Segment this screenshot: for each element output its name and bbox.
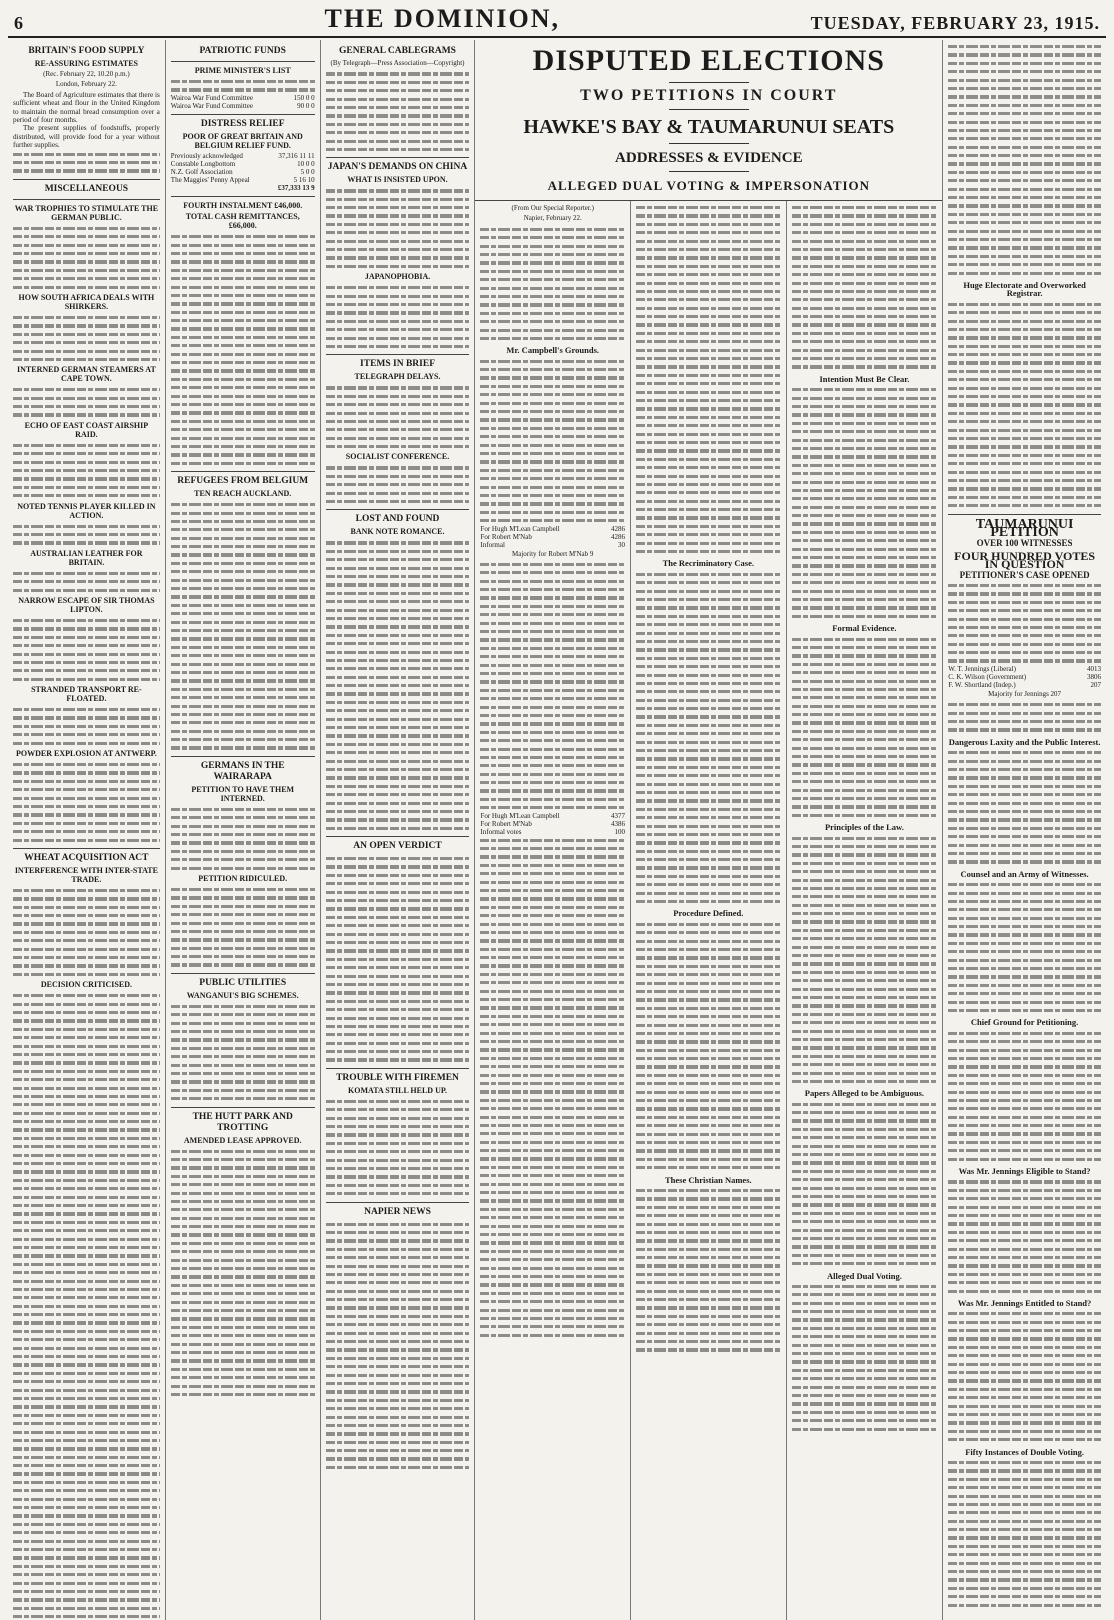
table-row	[171, 152, 315, 160]
fund-table	[171, 94, 315, 110]
vote-row	[480, 812, 625, 820]
subheadline: DECISION CRITICISED.	[40, 980, 132, 990]
fund-name: N.Z. Golf Association	[170, 167, 233, 176]
majority: Majority for Jennings 207	[988, 689, 1062, 698]
section-heading: These Christian Names.	[664, 1174, 752, 1185]
headline: DISTRESS RELIEF	[200, 118, 285, 129]
vote-row	[948, 681, 1101, 689]
table-row	[171, 102, 315, 110]
fund-amount: 37,316 11 11	[278, 151, 315, 160]
section-heading: Dangerous Laxity and the Public Interest.	[948, 736, 1101, 747]
subheadline: WAR TROPHIES TO STIMULATE THE GERMAN PUBLIC.	[14, 203, 159, 222]
column-4	[475, 201, 631, 1620]
fund-amount: 90 0 0	[297, 101, 315, 110]
newspaper-title: THE DOMINION,	[324, 4, 561, 33]
section-heading: Chief Ground for Petitioning.	[970, 1017, 1079, 1028]
headline: BRITAIN'S FOOD SUPPLY	[28, 46, 145, 56]
headline: THE HUTT PARK AND TROTTING	[192, 1111, 293, 1133]
subheadline: JAPANOPHOBIA.	[364, 272, 431, 282]
fund-total: £37,333 13 9	[277, 183, 315, 192]
vote-row	[480, 828, 625, 836]
fund-name: The Maggies' Penny Appeal	[170, 175, 250, 184]
column-7	[943, 40, 1106, 1620]
subheadline: KOMATA STILL HELD UP.	[348, 1085, 448, 1095]
dateline: Napier, February 22.	[523, 214, 582, 223]
section-heading: The Recriminatory Case.	[662, 558, 754, 569]
column-1	[8, 40, 166, 1620]
fund-amount: 150 0 0	[293, 93, 315, 102]
headline: AN OPEN VERDICT	[353, 841, 442, 852]
headline-deck: HAWKE'S BAY & TAUMARUNUI SEATS	[523, 116, 895, 138]
subheadline: NOTED TENNIS PLAYER KILLED IN ACTION.	[17, 501, 156, 520]
subheadline: AMENDED LEASE APPROVED.	[183, 1135, 302, 1145]
columns	[8, 40, 1106, 1620]
column-6	[787, 201, 943, 1620]
vote-count: 4377	[611, 811, 626, 820]
subheadline: TOTAL CASH REMITTANCES, £66,000.	[185, 212, 300, 231]
subheadline: STRANDED TRANSPORT RE-FLOATED.	[31, 685, 142, 704]
table-row	[171, 176, 315, 184]
dateline: London, February 22.	[55, 80, 117, 89]
subheadline: FOUR HUNDRED VOTES IN QUESTION	[954, 548, 1096, 572]
fund-name: Previously acknowledged	[170, 151, 243, 160]
headline: TAUMARUNUI PETITION	[975, 516, 1074, 540]
section-heading: Papers Alleged to be Ambiguous.	[804, 1088, 925, 1099]
subheadline: TELEGRAPH DELAYS.	[354, 372, 441, 382]
issue-date: TUESDAY, FEBRUARY 23, 1915.	[810, 13, 1100, 33]
fund-amount: 10 0 0	[297, 159, 315, 168]
candidate: C. K. Wilson (Government)	[948, 672, 1027, 681]
section-heading: Fifty Instances of Double Voting.	[965, 1446, 1084, 1457]
vote-count: 4013	[1087, 664, 1101, 673]
candidate: For Hugh M'Lean Campbell	[480, 524, 560, 533]
fund-amount: 5 16 10	[293, 175, 315, 184]
subheadline: FOURTH INSTALMENT £46,000.	[183, 201, 303, 211]
byline: (From Our Special Reporter.)	[511, 204, 594, 212]
headline-deck: ALLEGED DUAL VOTING & IMPERSONATION	[547, 178, 871, 193]
candidate: Informal votes	[480, 827, 522, 836]
vote-count: 100	[614, 827, 626, 836]
fund-name: Wairoa War Fund Committee	[170, 101, 253, 110]
subheadline: SOCIALIST CONFERENCE.	[345, 452, 450, 462]
vote-count: 207	[1090, 680, 1101, 689]
subheadline: WANGANUI'S BIG SCHEMES.	[186, 990, 299, 1000]
headline: NAPIER NEWS	[364, 1206, 431, 1217]
candidate: For Hugh M'Lean Campbell	[480, 811, 560, 820]
subheadline: PRIME MINISTER'S LIST	[194, 66, 291, 75]
table-row	[171, 160, 315, 168]
vote-row	[480, 525, 625, 533]
subheadline: ECHO OF EAST COAST AIRSHIP RAID.	[24, 420, 149, 439]
vote-count: 4286	[611, 524, 626, 533]
headline: REFUGEES FROM BELGIUM	[177, 476, 309, 487]
subheadline: OVER 100 WITNESSES	[976, 538, 1073, 549]
dateline: (Rec. February 22, 10.20 p.m.)	[43, 70, 130, 78]
headline: LOST AND FOUND	[355, 514, 440, 525]
candidate: For Robert M'Nab	[480, 819, 532, 828]
byline: (By Telegraph—Press Association—Copyright)	[330, 59, 465, 67]
section-heading: Alleged Dual Voting.	[826, 1270, 902, 1281]
section-heading: Procedure Defined.	[673, 908, 744, 919]
candidate: W. T. Jennings (Liberal)	[948, 664, 1016, 673]
masthead	[8, 4, 1106, 38]
subheadline: INTERNED GERMAN STEAMERS AT CAPE TOWN.	[17, 365, 156, 384]
majority: Majority for Robert M'Nab 9	[512, 549, 594, 558]
headline: JAPAN'S DEMANDS ON CHINA	[327, 162, 468, 173]
table-row	[171, 168, 315, 176]
subheadline: PETITION TO HAVE THEM INTERNED.	[191, 784, 295, 803]
headline: PUBLIC UTILITIES	[199, 977, 287, 988]
section-heading: Intention Must Be Clear.	[819, 373, 910, 384]
fund-table	[171, 152, 315, 184]
candidate: For Robert M'Nab	[480, 532, 532, 541]
subheadline: HOW SOUTH AFRICA DEALS WITH SHIRKERS.	[18, 292, 155, 311]
disputed-elections-article	[475, 40, 943, 1620]
column-2	[166, 40, 321, 1620]
subheadline: INTERFERENCE WITH INTER-STATE TRADE.	[14, 865, 158, 884]
vote-count: 4286	[611, 532, 626, 541]
table-row	[171, 94, 315, 102]
page-number: 6	[14, 13, 23, 33]
vote-row	[948, 665, 1101, 673]
vote-row	[948, 673, 1101, 681]
headline-deck: TWO PETITIONS IN COURT	[580, 87, 838, 104]
subheadline: WHAT IS INSISTED UPON.	[347, 175, 448, 185]
vote-count: 30	[618, 540, 626, 549]
article-text: The Board of Agriculture estimates that there is sufficient wheat and flour in the United Kingdom to maintain the normal bread consumption over a period of four months.	[13, 90, 160, 125]
headline: GENERAL CABLEGRAMS	[339, 46, 456, 56]
section-heading: Huge Electorate and Overworked Registrar.	[963, 279, 1086, 299]
subheadline: POWDER EXPLOSION AT ANTWERP.	[16, 749, 157, 759]
headline: PATRIOTIC FUNDS	[199, 46, 286, 56]
section-heading: Was Mr. Jennings Entitled to Stand?	[957, 1297, 1092, 1308]
column-5	[631, 201, 787, 1620]
subheadline: BANK NOTE ROMANCE.	[350, 527, 445, 537]
vote-row	[480, 541, 625, 549]
vote-count: 4386	[611, 819, 626, 828]
fund-amount: 5 0 0	[300, 167, 315, 176]
vote-row	[480, 820, 625, 828]
subheadline: TEN REACH AUCKLAND.	[194, 489, 292, 499]
subheadline: POOR OF GREAT BRITAIN AND BELGIUM RELIEF FUND.	[182, 131, 303, 150]
section-heading: Counsel and an Army of Witnesses.	[960, 868, 1089, 879]
subheadline: PETITIONER'S CASE OPENED	[959, 569, 1090, 580]
headline: WHEAT ACQUISITION ACT	[24, 852, 149, 863]
vote-row	[480, 533, 625, 541]
headline: TROUBLE WITH FIREMEN	[336, 1072, 459, 1083]
headline: MISCELLANEOUS	[44, 183, 129, 194]
subheadline: NARROW ESCAPE OF SIR THOMAS LIPTON.	[18, 595, 155, 614]
headline-deck: ADDRESSES & EVIDENCE	[615, 150, 803, 166]
subheadline: PETITION RIDICULED.	[198, 873, 288, 883]
column-3	[321, 40, 476, 1620]
vote-count: 3806	[1087, 672, 1101, 681]
subheadline: AUSTRALIAN LEATHER FOR BRITAIN.	[30, 548, 143, 567]
main-headline: DISPUTED ELECTIONS	[532, 44, 885, 77]
section-heading: Mr. Campbell's Grounds.	[506, 345, 599, 356]
headline: GERMANS IN THE WAIRARAPA	[200, 760, 285, 782]
candidate: Informal	[480, 540, 505, 549]
article-text: The present supplies of foodstuffs, properly distributed, will provide food for a year without further supplies.	[13, 124, 160, 150]
subheadline: RE-ASSURING ESTIMATES	[34, 59, 138, 68]
section-heading: Principles of the Law.	[824, 822, 904, 833]
headline: ITEMS IN BRIEF	[360, 359, 435, 370]
candidate: F. W. Shortland (Indep.)	[948, 680, 1016, 689]
fund-name: Constable Longbottom	[170, 159, 236, 168]
section-heading: Formal Evidence.	[832, 623, 897, 634]
banner-headline	[475, 40, 942, 201]
section-heading: Was Mr. Jennings Eligible to Stand?	[958, 1166, 1091, 1177]
fund-name: Wairoa War Fund Committee	[170, 93, 253, 102]
